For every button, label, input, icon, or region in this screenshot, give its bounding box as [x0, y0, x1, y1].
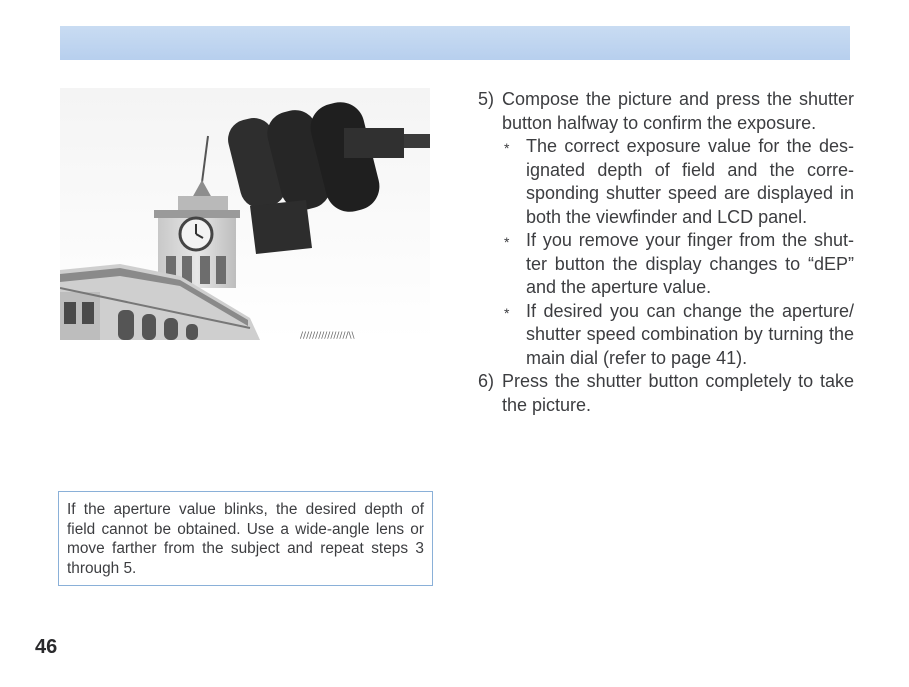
note-text: The correct exposure value for the designated depth of field and the corresponding shutter speed are displayed in both the viewfinder and LCD panel.: [526, 136, 854, 227]
step-text: Compose the picture and press the shutter button halfway to confirm the exposure.: [502, 89, 854, 133]
note-text: If you remove your finger from the shutter button the display changes to “dEP” and the aperture value.: [526, 230, 854, 297]
example-photo: [60, 88, 430, 340]
step-number: 5): [478, 89, 495, 109]
step-text: Press the shutter button completely to take the picture.: [502, 371, 854, 415]
asterisk-icon: *: [504, 304, 510, 321]
asterisk-icon: *: [504, 140, 510, 156]
step-number: 6): [478, 371, 495, 391]
note-item: [502, 135, 854, 229]
asterisk-icon: *: [504, 234, 510, 250]
step-5: [478, 88, 854, 370]
step-6: [478, 370, 854, 417]
header-color-band: [60, 26, 850, 60]
warning-callout-box: [58, 491, 433, 586]
note-item: [502, 300, 854, 371]
instruction-steps: [478, 88, 854, 417]
note-item: [502, 229, 854, 300]
step-notes: [502, 135, 854, 370]
note-text: If desired you can change the aperture/ shutter speed combination by turning the main dial (refer to page 41).: [526, 300, 854, 368]
page-number: 46: [35, 636, 58, 658]
photo-watermark-text: ////////////////\\: [300, 331, 355, 340]
callout-text: If the aperture value blinks, the desired depth of field cannot be obtained. Use a wide-angle lens or move farther from the subject and repeat steps 3 through 5.: [67, 501, 424, 577]
